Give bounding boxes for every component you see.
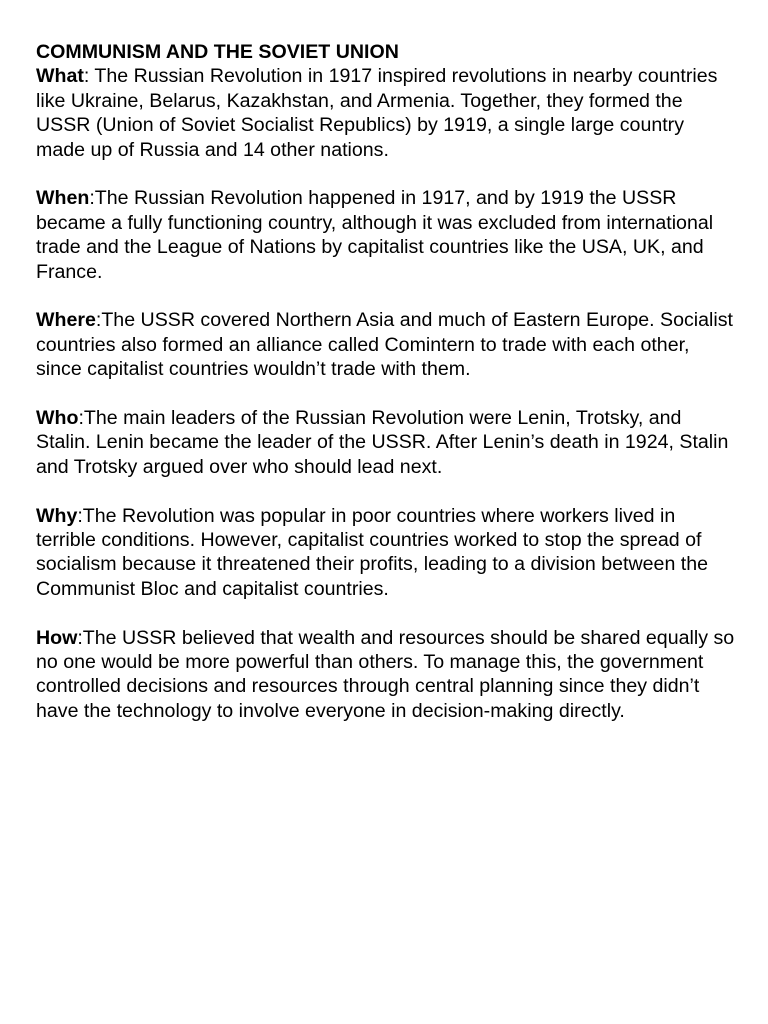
section-where-text: :The USSR covered Northern Asia and much of Eastern Europe. Socialist countries also formed an alliance called Comintern to trade with each other, since capitalist countries wouldn’t trade with them. xyxy=(36,309,734,381)
section-why xyxy=(36,504,736,602)
section-where-label: Where xyxy=(36,309,96,332)
section-what-label: What xyxy=(36,65,84,88)
section-who-text: :The main leaders of the Russian Revolution were Lenin, Trotsky, and Stalin. Lenin became the leader of the USSR. After Lenin’s death in 1924, Stalin and Trotsky argued over who should lead next. xyxy=(36,407,729,478)
document-title: COMMUNISM AND THE SOVIET UNION xyxy=(36,41,399,63)
document-page xyxy=(36,40,736,748)
section-why-text: :The Revolution was popular in poor countries where workers lived in terrible conditions. However, capitalist countries worked to stop the spread of socialism because it threatened their profits, leading to a division between the Communist Bloc and capitalist countries. xyxy=(36,504,709,600)
section-who-label: Who xyxy=(36,407,79,430)
section-how-text: :The USSR believed that wealth and resources should be shared equally so no one would be more powerful than others. To manage this, the government controlled decisions and resources through central planning since they didn’t have the technology to involve everyone in decision-making directly. xyxy=(36,626,735,722)
section-when-text: :The Russian Revolution happened in 1917, and by 1919 the USSR became a fully functioning country, although it was excluded from international trade and the League of Nations by capitalist countries like the USA, UK, and France. xyxy=(36,187,714,283)
section-where xyxy=(36,308,736,381)
section-who xyxy=(36,406,736,479)
section-what-text: : The Russian Revolution in 1917 inspired revolutions in nearby countries like Ukraine, Belarus, Kazakhstan, and Armenia. Together, they formed the USSR (Union of Soviet Socialist Republics) by 1919, a single large country made up of Russia and 14 other nations. xyxy=(36,65,718,161)
section-when xyxy=(36,186,736,284)
section-how-label: How xyxy=(36,626,78,649)
section-what xyxy=(36,64,736,162)
section-when-label: When xyxy=(36,187,90,210)
section-why-label: Why xyxy=(36,504,78,527)
section-how xyxy=(36,626,736,724)
